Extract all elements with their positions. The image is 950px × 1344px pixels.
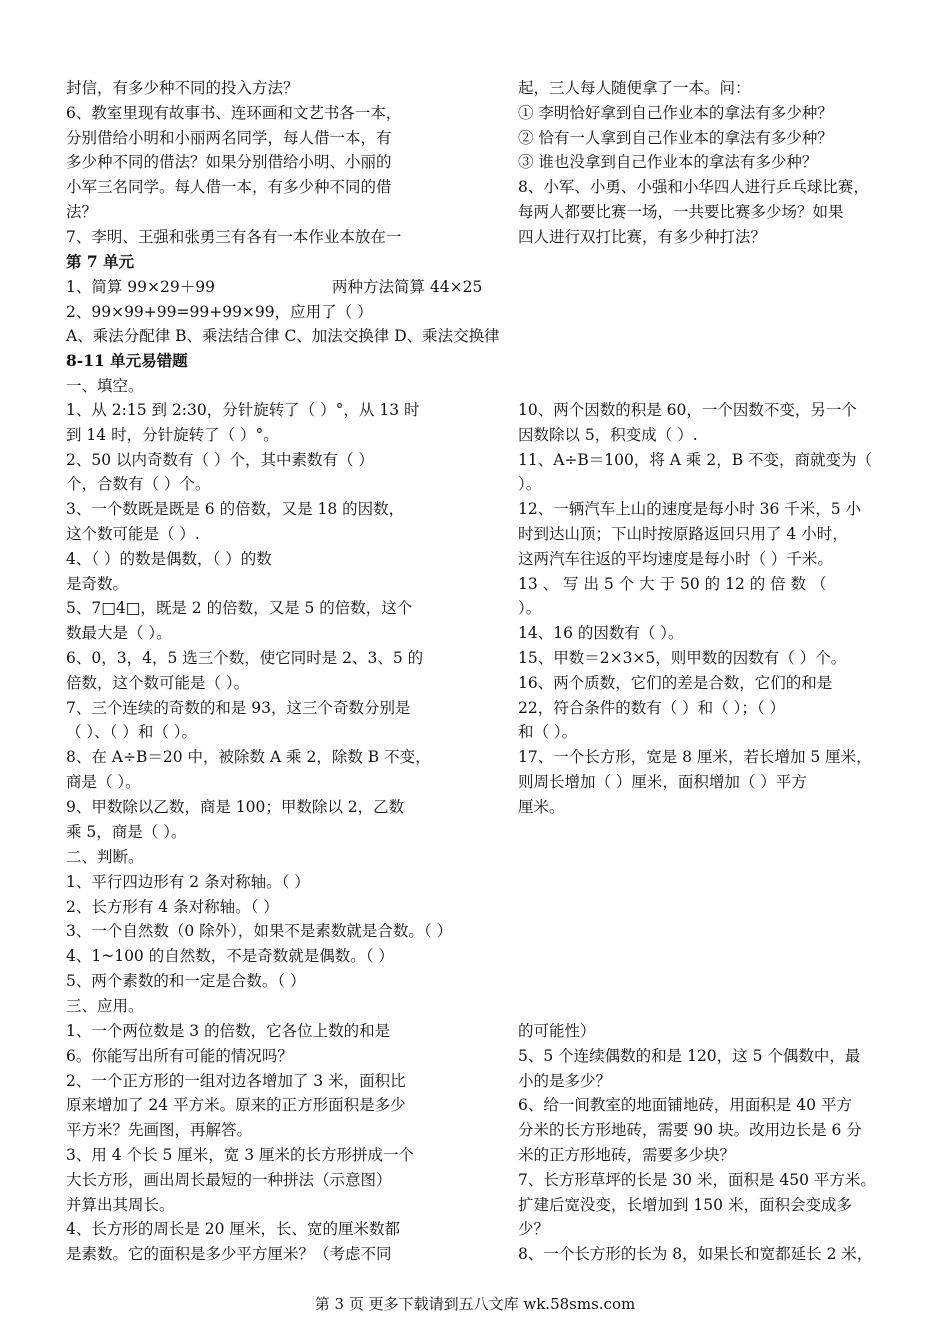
text-line: ② 恰有一人拿到自己作业本的拿法有多少种？ [518,128,833,147]
text-line: 5、两个素数的和一定是合数。（ ） [66,971,306,990]
text-line: 因数除以 5，积变成（ ）. [518,425,698,444]
unit7-section [66,250,896,399]
text-line: 的可能性） [518,1022,596,1040]
unit7-q1 [66,275,896,300]
apply-left-column [66,1019,436,1267]
text-line: 四人进行双打比赛，有多少种打法？ [518,227,767,246]
text-line: 3、用 4 个长 5 厘米，宽 3 厘米的长方形拼成一个 [66,1145,415,1164]
text-line: 15、甲数＝2×3×5，则甲数的因数有（ ）个。 [518,648,847,667]
text-line: 乘 5，商是（ ）。 [66,822,187,841]
text-line: 6、给一间教室的地面铺地砖，用面积是 40 平方 [518,1096,852,1115]
text-line: 小的是多少？ [518,1071,612,1090]
text-line: 时到达山顶；下山时按原路返回只用了 4 小时， [518,524,848,543]
text-line: 7、长方形草坪的长是 30 米，面积是 450 平方米。 [518,1170,876,1189]
judge-section [66,845,896,1019]
text-line: ）。 [518,599,542,618]
text-line: 数最大是（ ）。 [66,624,172,643]
text-line: 扩建后宽没变，长增加到 150 米，面积会变成多 [518,1195,852,1214]
text-line: 7、三个连续的奇数的和是 93，这三个奇数分别是 [66,698,411,717]
block1-right-column [518,76,892,250]
text-line: 1、平行四边形有 2 条对称轴。（ ） [66,872,310,891]
text-line: 12、一辆汽车上山的速度是每小时 36 千米，5 小 [518,500,862,519]
unit8-11-heading: 8-11 单元易错题 [66,351,188,371]
unit7-heading: 第 7 单元 [66,252,135,271]
text-line: 是奇数。 [66,574,129,593]
text-line: 是素数。它的面积是多少平方厘米？（考虑不同 [66,1245,392,1264]
text-line: 厘米。 [518,797,565,816]
unit7-options: A、乘法分配律 B、乘法结合律 C、加法交换律 D、乘法交换律 [66,327,500,346]
text-line: ① 李明恰好拿到自己作业本的拿法有多少种？ [518,103,833,122]
text-line: 1、一个两位数是 3 的倍数，它各位上数的和是 [66,1022,391,1040]
text-line: 9、甲数除以乙数，商是 100；甲数除以 2，乙数 [66,797,405,816]
text-line: 少？ [518,1220,550,1239]
text-line: 原来增加了 24 平方米。原来的正方形面积是多少 [66,1096,406,1115]
text-line: 分米的长方形地砖，需要 90 块。改用边长是 6 分 [518,1121,862,1140]
text-line: 小军三名同学。每人借一本，有多少种不同的借 [66,178,392,197]
text-line: 22，符合条件的数有（ ）和（ ）；（ ） [518,698,786,717]
text-line: 倍数，这个数可能是（ ）。 [66,673,250,692]
text-line: 2、长方形有 4 条对称轴。（ ） [66,897,279,916]
text-line: 商是（ ）。 [66,772,141,791]
text-line: 个，合数有（ ）个。 [66,475,211,494]
text-line: 3、一个数既是既是 6 的倍数，又是 18 的因数， [66,500,405,519]
text-line: 则周长增加（ ）厘米，面积增加（ ）平方 [518,772,807,791]
unit7-q1-part-b: 两种方法简算 44×25 [332,277,483,296]
text-line: 大长方形，画出周长最短的一种拼法（示意图） [66,1170,392,1189]
text-line: 封信，有多少种不同的投入方法？ [66,79,299,97]
text-line: 分别借给小明和小丽两名同学，每人借一本，有 [66,128,392,147]
text-line: 11、A÷B＝100，将 A 乘 2，B 不变，商就变为（ [518,450,873,469]
text-line: 每两人都要比赛一场，一共要比赛多少场？如果 [518,202,844,221]
text-line: 5、7□4□，既是 2 的倍数，又是 5 的倍数，这个 [66,599,413,618]
judge-title: 二、判断。 [66,848,144,866]
text-line: （ ）、（ ）和（ ）。 [66,723,198,742]
text-line: ）。 [518,475,542,494]
text-line: 6、0，3，4，5 选三个数，使它同时是 2、3、5 的 [66,648,424,667]
text-line: ③ 谁也没拿到自己作业本的拿法有多少种？ [518,153,818,172]
text-line: 起，三人每人随便拿了一本。问： [518,79,751,97]
text-line: 8、在 A÷B＝20 中，被除数 A 乘 2，除数 B 不变， [66,748,431,767]
text-line: 1、从 2:15 到 2:30，分针旋转了（ ）°，从 13 时 [66,401,420,419]
text-line: 和（ ）。 [518,723,578,742]
text-line: 17、一个长方形，宽是 8 厘米，若长增加 5 厘米， [518,748,872,767]
text-line: 这个数可能是（ ）. [66,524,200,543]
text-line: 13 、 写 出 5 个 大 于 50 的 12 的 倍 数 （ [518,574,827,593]
text-line: 2、一个正方形的一组对边各增加了 3 米，面积比 [66,1071,406,1090]
unit7-q1-part-a: 1、简算 99×29＋99 [66,277,215,296]
page-footer: 第 3 页 更多下载请到五八文库 wk.58sms.com [314,1295,636,1313]
apply-title: 三、应用。 [66,996,144,1015]
text-line: 4、长方形的周长是 20 厘米，长、宽的厘米数都 [66,1220,400,1239]
text-line: 3、一个自然数（0 除外），如果不是素数就是合数。（ ） [66,922,453,941]
text-line: 16、两个质数，它们的差是合数，它们的和是 [518,673,833,692]
text-line: 这两汽车往返的平均速度是每小时（ ）千米。 [518,549,833,568]
text-line: 8、一个长方形的长为 8，如果长和宽都延长 2 米， [518,1245,873,1264]
text-line: 多少种不同的借法？如果分别借给小明、小丽的 [66,153,392,172]
unit7-q2: 2、99×99+99=99+99×99，应用了（ ） [66,302,373,321]
block1-left-column [66,76,436,250]
text-line: 2、50 以内奇数有（ ）个，其中素数有（ ） [66,450,374,469]
text-line: 法？ [66,202,98,221]
text-line: 5、5 个连续偶数的和是 120，这 5 个偶数中，最 [518,1046,861,1065]
text-line: 8、小军、小勇、小强和小华四人进行乒乓球比赛， [518,178,869,197]
text-line: 到 14 时，分针旋转了（ ）°。 [66,425,279,444]
text-line: 6。你能写出所有可能的情况吗？ [66,1046,293,1065]
text-line: 10、两个因数的积是 60，一个因数不变，另一个 [518,401,857,419]
fill-right-column [518,398,892,820]
text-line: 14、16 的因数有（ ）。 [518,624,684,643]
fill-section-title: 一、填空。 [66,376,144,395]
text-line: 米的正方形地砖，需要多少块？ [518,1145,736,1164]
text-line: 7、李明、王强和张勇三有各有一本作业本放在一 [66,227,402,246]
fill-left-column [66,398,436,844]
apply-right-column [518,1019,892,1267]
text-line: 4、（ ）的数是偶数，（ ）的数 [66,549,272,568]
text-line: 6、教室里现有故事书、连环画和文艺书各一本， [66,103,402,122]
text-line: 平方米？先画图，再解答。 [66,1121,253,1140]
text-line: 4、1~100 的自然数，不是奇数就是偶数。（ ） [66,947,394,966]
text-line: 并算出其周长。 [66,1195,175,1214]
